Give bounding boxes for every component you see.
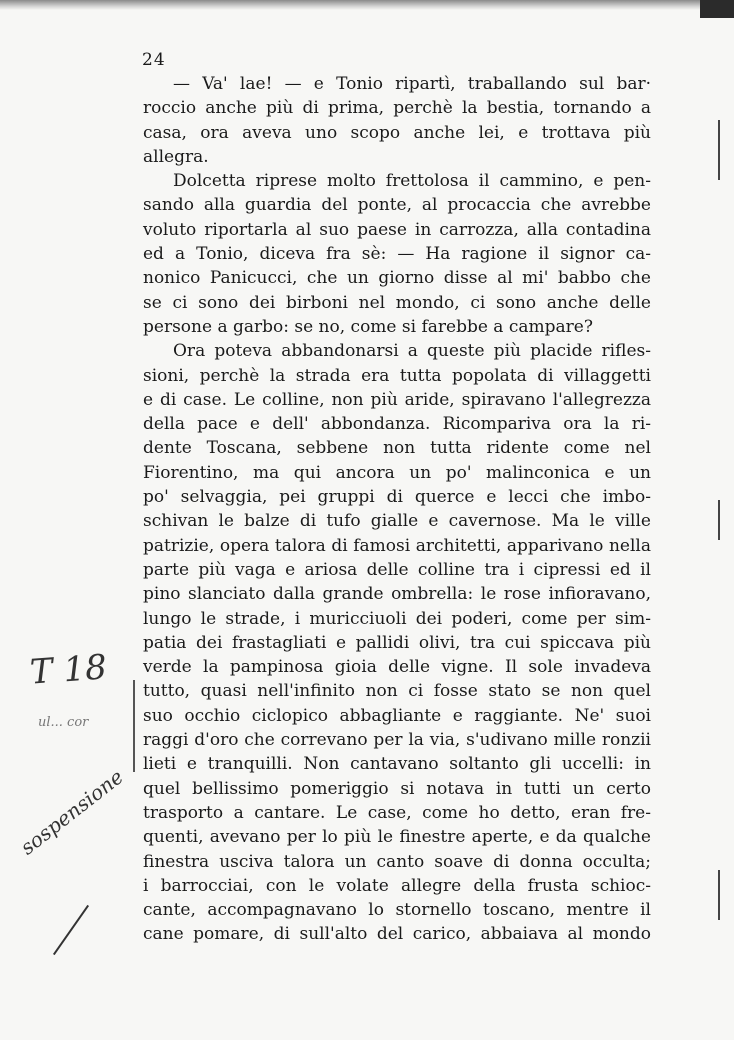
text-line: dente Toscana, sebbene non tutta ridente come nel <box>143 438 651 459</box>
text-line: patrizie, opera talora di famosi architetti, apparivano nella <box>143 535 651 556</box>
text-line: patia dei frastagliati e pallidi olivi, tra cui spiccava più <box>143 632 651 653</box>
text-line: suo occhio ciclopico abbagliante e raggiante. Ne' suoi <box>143 705 651 726</box>
page-corner-shadow <box>700 0 734 18</box>
text-line: roccio anche più di prima, perchè la bestia, tornando a <box>143 98 651 119</box>
text-line: se ci sono dei birboni nel mondo, ci sono anche delle <box>143 292 651 313</box>
text-line: lungo le strade, i muricciuoli dei poderi, come per sim- <box>143 608 651 629</box>
text-line: trasporto a cantare. Le case, come ho detto, eran fre- <box>143 802 651 823</box>
text-line: cane pomare, di sull'alto del carico, abbaiava al mondo <box>143 924 651 945</box>
text-line: Ora poteva abbandonarsi a queste più placide rifles- <box>173 341 651 362</box>
text-line: finestra usciva talora un canto soave di donna occulta; <box>143 851 651 872</box>
text-line: Dolcetta riprese molto frettolosa il cammino, e pen- <box>173 171 651 192</box>
text-line: po' selvaggia, pei gruppi di querce e lecci che imbo- <box>143 487 651 508</box>
text-line: quel bellissimo pomeriggio si notava in tutti un certo <box>143 778 651 799</box>
text-line: verde la pampinosa gioia delle vigne. Il sole invadeva <box>143 657 651 678</box>
text-line: parte più vaga e ariosa delle colline tra i cipressi ed il <box>143 559 651 580</box>
page-top-edge <box>0 0 734 10</box>
text-line: cante, accompagnavano lo stornello toscano, mentre il <box>143 900 651 921</box>
right-margin-mark <box>718 870 720 920</box>
handwritten-note-small: ul... cor <box>38 715 89 730</box>
text-line: ed a Tonio, diceva fra sè: — Ha ragione il signor ca- <box>143 244 651 265</box>
text-line: Fiorentino, ma qui ancora un po' malinconica e un <box>143 462 651 483</box>
body-text <box>143 72 651 947</box>
handwritten-note-t18: T 18 <box>28 647 109 693</box>
handwritten-note-sospensione: sospensione <box>15 764 128 860</box>
text-line: allegra. <box>143 146 209 167</box>
text-line: casa, ora aveva uno scopo anche lei, e trottava più <box>143 122 651 143</box>
text-line: lieti e tranquilli. Non cantavano soltanto gli uccelli: in <box>143 754 651 775</box>
text-line: della pace e dell' abbondanza. Ricompariva ora la ri- <box>143 414 651 435</box>
text-line: quenti, avevano per lo più le finestre aperte, e da qualche <box>143 827 651 848</box>
text-line: e di case. Le colline, non più aride, spiravano l'allegrezza <box>143 389 651 410</box>
text-line: schivan le balze di tufo gialle e cavernose. Ma le ville <box>143 511 651 532</box>
right-margin-mark <box>718 120 720 180</box>
text-line: voluto riportarla al suo paese in carrozza, alla contadina <box>143 219 651 240</box>
text-line: i barrocciai, con le volate allegre della frusta schioc- <box>143 875 651 896</box>
right-margin-mark <box>718 500 720 540</box>
text-line: raggi d'oro che correvano per la via, s'udivano mille ronzii <box>143 730 651 751</box>
text-line: nonico Panicucci, che un giorno disse al mi' babbo che <box>143 268 651 289</box>
text-line: sando alla guardia del ponte, al procaccia che avrebbe <box>143 195 651 216</box>
text-line: — Va' lae! — e Tonio ripartì, traballando sul bar· <box>173 74 651 94</box>
text-line: pino slanciato dalla grande ombrella: le rose infioravano, <box>143 584 651 605</box>
page-number: 24 <box>142 50 166 70</box>
text-line: sioni, perchè la strada era tutta popolata di villaggetti <box>143 365 651 386</box>
text-line: tutto, quasi nell'infinito non ci fosse stato se non quel <box>143 681 651 702</box>
margin-bracket-mark <box>133 680 135 772</box>
text-line: persone a garbo: se no, come si farebbe a campare? <box>143 316 593 337</box>
handwritten-slash-mark <box>53 905 89 955</box>
